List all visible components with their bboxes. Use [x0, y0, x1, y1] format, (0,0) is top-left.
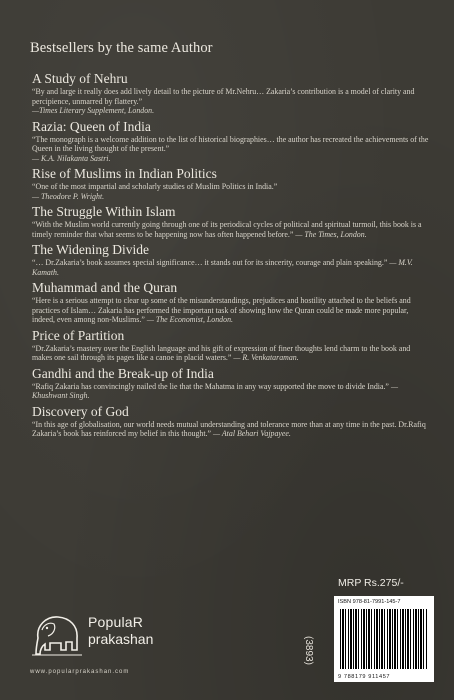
book-review [32, 258, 432, 277]
review-quote: “The monograph is a welcome addition to the list of historical biographies… the author has recreated the achievements of the Queen in the living thought of the present.” [32, 134, 429, 153]
book-review [32, 135, 432, 164]
book-review [32, 344, 432, 363]
review-quote: “Here is a serious attempt to clear up some of the misunderstandings, prejudices and hostility attached to the beliefs and practices of Islam… Zakaria has performed the important task of showing how the Quran could be made more popular, indeed, even among non-Muslims.” [32, 296, 411, 324]
review-quote: “By and large it really does add lively detail to the picture of Mr.Nehru… Zakaria’s contribution is a model of clarity and percipience, unmarred by flattery.” [32, 87, 415, 106]
review-source: — Khushwant Singh. [32, 381, 398, 400]
review-source: — M.V. Kamath. [32, 258, 413, 277]
publisher-website: www.popularprakashan.com [30, 669, 130, 675]
review-source: —Times Literary Supplement, London. [32, 106, 155, 115]
book-title: Muhammad and the Quran [32, 280, 178, 295]
publisher-logo [28, 604, 188, 664]
review-quote: “In this age of globalisation, our world needs mutual understanding and tolerance more than at any time in the past. Dr.Rafiq Zakaria’s book has reinforced my belief in this thought.” [32, 419, 426, 438]
review-quote: “Dr.Zakaria’s mastery over the English language and his gift of expression of finer thoughts lend charm to the book and makes one sail through its pages like a canoe in placid waters.” [32, 343, 411, 362]
book-review [32, 87, 432, 116]
catalog-code: (3893) [303, 636, 314, 665]
book-review [32, 220, 432, 239]
book-title: The Widening Divide [32, 242, 149, 257]
review-source: — The Times, London. [295, 229, 367, 239]
section-heading: Bestsellers by the same Author [30, 40, 213, 56]
book-title: Razia: Queen of India [32, 118, 151, 134]
publisher-name-line2: prakashan [88, 631, 154, 647]
price-label: MRP Rs.275/- [338, 577, 404, 589]
review-source: — Atal Behari Vajpayee. [213, 429, 291, 438]
book-title: The Struggle Within Islam [32, 204, 176, 219]
book-entry [32, 242, 432, 277]
barcode-digits: 9 788179 911457 [338, 674, 391, 680]
review-quote: “… Dr.Zakaria’s book assumes special significance… it stands out for its sincerity, courage and plain speaking.” [32, 258, 388, 267]
book-entry [32, 204, 432, 239]
book-title: Rise of Muslims in Indian Politics [32, 166, 217, 181]
book-title: A Study of Nehru [32, 71, 128, 86]
book-list [32, 71, 432, 439]
review-source: — The Economist, London. [146, 315, 233, 324]
book-review [32, 382, 432, 401]
book-title: Price of Partition [32, 327, 125, 343]
book-entry [32, 280, 432, 325]
book-entry [32, 71, 432, 116]
review-quote: “Rafiq Zakaria has convincingly nailed the lie that the Mahatma in any way supported the move to divide India.” [32, 381, 389, 391]
review-quote: “With the Muslim world currently going through one of its periodical cycles of political and spiritual turmoil, this book is a timely reminder that what seems to be happening now has often happened before.” [32, 220, 422, 239]
book-entry [32, 328, 432, 363]
barcode-icon [340, 609, 428, 669]
book-entry [32, 166, 432, 201]
review-source: — K.A. Nilakanta Sastri. [32, 153, 111, 163]
book-entry [32, 404, 432, 439]
elephant-icon [28, 608, 84, 658]
book-title: Gandhi and the Break-up of India [32, 365, 214, 381]
book-review [32, 420, 432, 439]
review-source: — R. Venkataraman. [233, 353, 299, 362]
book-review [32, 182, 432, 201]
book-review [32, 296, 432, 325]
book-title: Discovery of God [32, 403, 129, 419]
barcode-sticker [334, 596, 434, 682]
book-entry [32, 119, 432, 164]
publisher-name-line1: PopulaR [88, 614, 144, 630]
book-entry [32, 366, 432, 401]
isbn-label: ISBN 978-81-7991-145-7 [338, 599, 401, 605]
review-source: — Theodore P. Wright. [32, 191, 105, 201]
review-quote: “One of the most impartial and scholarly studies of Muslim Politics in India.” [32, 182, 278, 191]
